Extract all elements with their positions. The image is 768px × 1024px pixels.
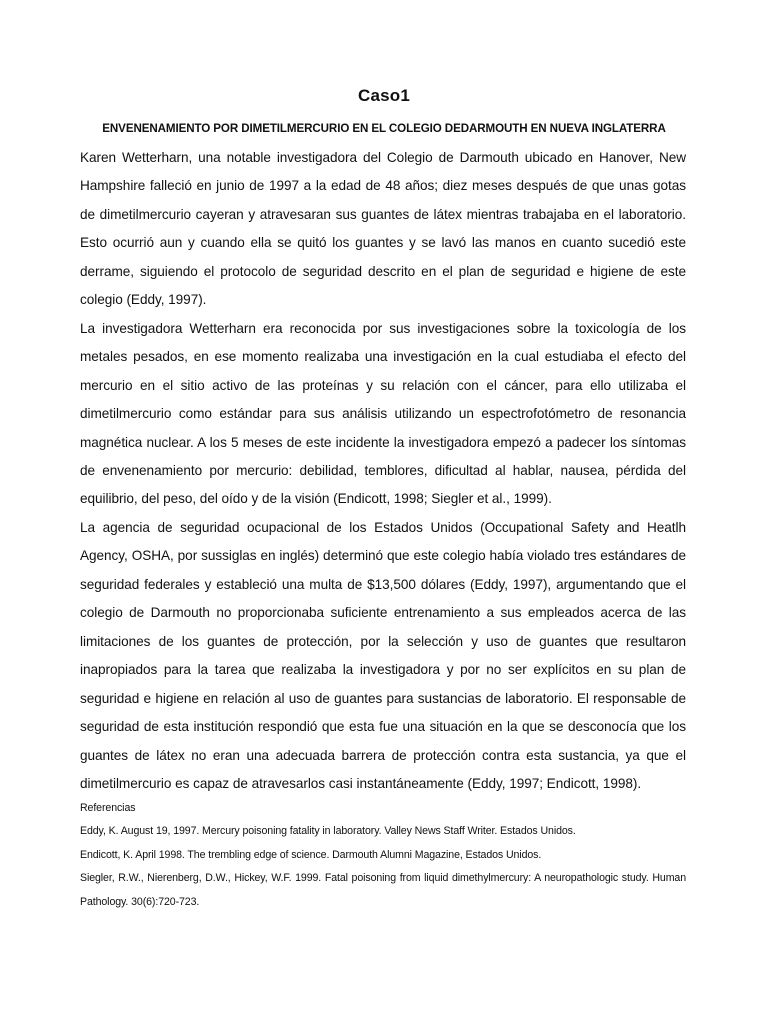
body-paragraph: La investigadora Wetterharn era reconocida por sus investigaciones sobre la toxicología de los metales pesados, en ese momento realizaba una investigación en la cual estudiaba el efecto del mercurio en el sitio activo de las proteínas y su relación con el cáncer, para ello utilizaba el dimetilmercurio como estándar para sus análisis utilizando un espectrofotómetro de resonancia magnética nuclear. A los 5 meses de este incidente la investigadora empezó a padecer los síntomas de envenenamiento por mercurio: debilidad, temblores, dificultad al hablar, nausea, pérdida del equilibrio, del peso, del oído y de la visión (Endicott, 1998; Siegler et al., 1999). <box>80 320 686 507</box>
reference-item: Endicott, K. April 1998. The trembling edge of science. Darmouth Alumni Magazine, Estados Unidos. <box>80 848 542 861</box>
references-section <box>80 797 686 914</box>
reference-item: Siegler, R.W., Nierenberg, D.W., Hickey, W.F. 1999. Fatal poisoning from liquid dimethylmercury: A neuropathologic study. Human Pathology. 30(6):720-723. <box>80 872 686 908</box>
body-paragraph: La agencia de seguridad ocupacional de los Estados Unidos (Occupational Safety and Heatlh Agency, OSHA, por sussiglas en inglés) determinó que este colegio había violado tres estándares de seguridad federales y estableció una multa de $13,500 dólares (Eddy, 1997), argumentando que el colegio de Darmouth no proporcionaba suficiente entrenamiento a sus empleados acerca de las limitaciones de los guantes de protección, por la selección y uso de guantes que resultaron inapropiados para la tarea que realizaba la investigadora y por no ser explícitos en su plan de seguridad e higiene en relación al uso de guantes para sustancias de laboratorio. El responsable de seguridad de esta institución respondió que esta fue una situación en la que se desconocía que los guantes de látex no eran una adecuada barrera de protección contra esta sustancia, ya que el dimetilmercurio es capaz de atravesarlos casi instantáneamente (Eddy, 1997; Endicott, 1998). <box>80 519 686 791</box>
document-body <box>80 144 686 798</box>
body-paragraph: Karen Wetterharn, una notable investigadora del Colegio de Darmouth ubicado en Hanover, New Hampshire falleció en junio de 1997 a la edad de 48 años; diez meses después de que unas gotas de dimetilmercurio cayeran y atravesaran sus guantes de látex mientras trabajaba en el laboratorio. Esto ocurrió aun y cuando ella se quitó los guantes y se lavó las manos en cuanto sucedió este derrame, siguiendo el protocolo de seguridad descrito en el plan de seguridad e higiene de este colegio (Eddy, 1997). <box>80 150 686 308</box>
document-title: Caso1 <box>357 86 411 105</box>
reference-item: Eddy, K. August 19, 1997. Mercury poisoning fatality in laboratory. Valley News Staff Writer. Estados Unidos. <box>80 825 576 838</box>
document-subtitle: ENVENENAMIENTO POR DIMETILMERCURIO EN EL COLEGIO DEDARMOUTH EN NUEVA INGLATERRA <box>102 122 666 135</box>
references-heading: Referencias <box>80 802 136 814</box>
